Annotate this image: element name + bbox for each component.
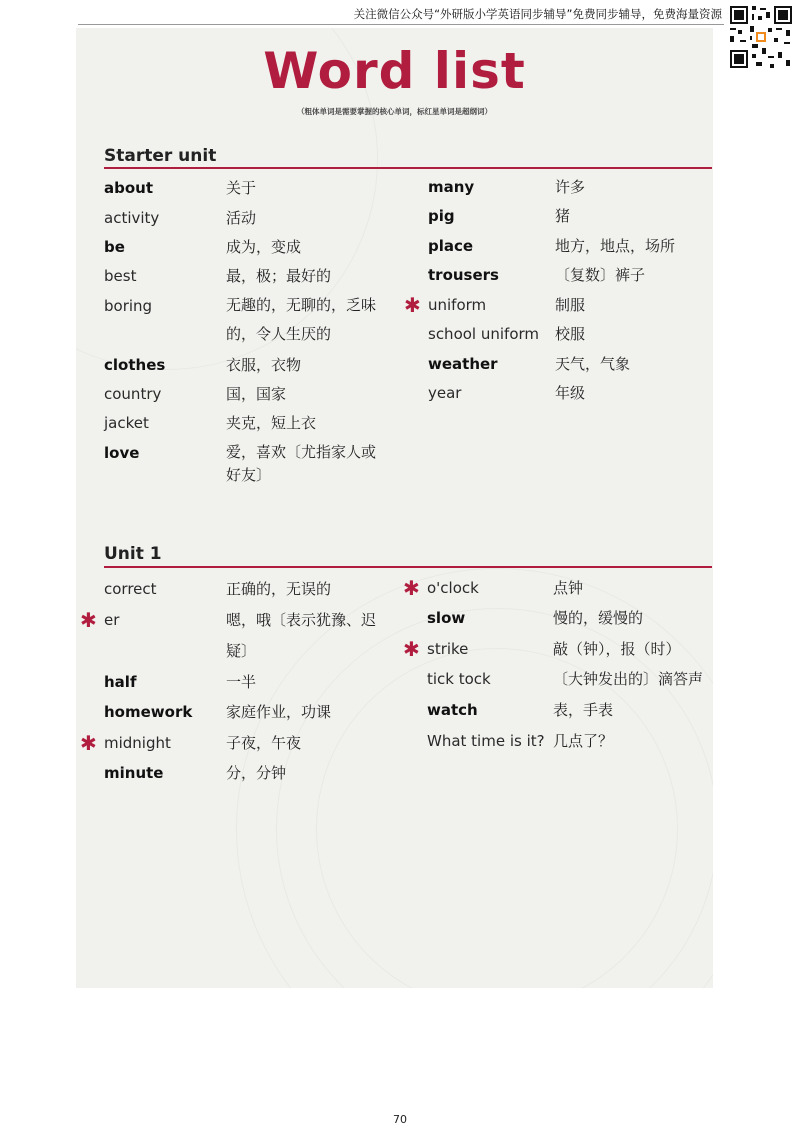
meaning: 表，手表 <box>553 701 614 719</box>
word: boring <box>104 297 153 315</box>
word: place <box>428 237 474 255</box>
word: midnight <box>104 734 171 752</box>
word: weather <box>428 355 498 373</box>
header-divider <box>78 24 724 25</box>
meaning: 最，极；最好的 <box>226 267 332 285</box>
meaning: 地方，地点，场所 <box>555 237 676 255</box>
word: What time is it? <box>427 732 545 750</box>
page-number: 70 <box>393 1113 407 1126</box>
meaning: 〔复数〕裤子 <box>555 266 646 284</box>
meaning: 制服 <box>555 296 586 314</box>
meaning: 天气，气象 <box>555 355 631 373</box>
header-notice: 关注微信公众号“外研版小学英语同步辅导”免费同步辅导，免费海量资源 <box>353 7 722 21</box>
section-divider <box>104 566 712 568</box>
word: er <box>104 611 120 629</box>
meaning: 家庭作业，功课 <box>226 703 332 721</box>
qr-code-icon[interactable] <box>728 4 794 70</box>
meaning: 慢的，缓慢的 <box>553 609 644 627</box>
page-title: Word list <box>263 42 526 100</box>
section-title-unit1: Unit 1 <box>104 544 162 564</box>
word: school uniform <box>428 325 540 343</box>
word: activity <box>104 209 160 227</box>
word: clothes <box>104 356 166 374</box>
scanned-page <box>76 28 713 988</box>
word: pig <box>428 207 455 225</box>
meaning: 关于 <box>226 179 257 197</box>
page-subtitle: （粗体单词是需要掌握的核心单词，标红星单词是超纲词） <box>297 107 492 116</box>
meaning: 嗯，哦〔表示犹豫、迟疑〕 <box>226 611 377 660</box>
section-title-starter: Starter unit <box>104 146 217 166</box>
word: watch <box>427 701 478 719</box>
star-icon: ✱ <box>403 637 420 661</box>
meaning: 猪 <box>555 207 571 225</box>
word: be <box>104 238 125 256</box>
meaning: 许多 <box>555 178 586 196</box>
meaning: 点钟 <box>553 579 584 597</box>
word: tick tock <box>427 670 491 688</box>
word: jacket <box>104 414 149 432</box>
word: minute <box>104 764 164 782</box>
word: correct <box>104 580 157 598</box>
word: year <box>428 384 462 402</box>
word: love <box>104 444 140 462</box>
meaning: 年级 <box>555 384 586 402</box>
meaning: 子夜，午夜 <box>226 734 302 752</box>
meaning: 爱，喜欢〔尤指家人或好友〕 <box>226 443 377 484</box>
meaning: 夹克，短上衣 <box>226 414 317 432</box>
meaning: 成为，变成 <box>226 238 302 256</box>
meaning: 活动 <box>226 209 257 227</box>
star-icon: ✱ <box>403 576 420 600</box>
word: half <box>104 673 137 691</box>
word: best <box>104 267 137 285</box>
meaning: 校服 <box>555 325 586 343</box>
word: strike <box>427 640 469 658</box>
star-icon: ✱ <box>80 731 97 755</box>
star-icon: ✱ <box>404 293 421 317</box>
word: slow <box>427 609 466 627</box>
word: trousers <box>428 266 499 284</box>
meaning: 国，国家 <box>226 385 287 403</box>
word: homework <box>104 703 193 721</box>
star-icon: ✱ <box>80 608 97 632</box>
section-divider <box>104 167 712 169</box>
meaning: 几点了？ <box>553 732 614 750</box>
word: uniform <box>428 296 487 314</box>
word: o'clock <box>427 579 479 597</box>
meaning: 敲（钟），报（时） <box>553 640 681 658</box>
meaning: 〔大钟发出的〕滴答声 <box>553 670 704 688</box>
word: many <box>428 178 475 196</box>
meaning: 衣服，衣物 <box>226 356 302 374</box>
meaning: 分，分钟 <box>226 764 287 782</box>
meaning: 正确的，无误的 <box>226 580 332 598</box>
meaning: 一半 <box>226 673 257 691</box>
word: about <box>104 179 154 197</box>
word: country <box>104 385 162 403</box>
meaning: 无趣的，无聊的，乏味的，令人生厌的 <box>226 296 377 343</box>
